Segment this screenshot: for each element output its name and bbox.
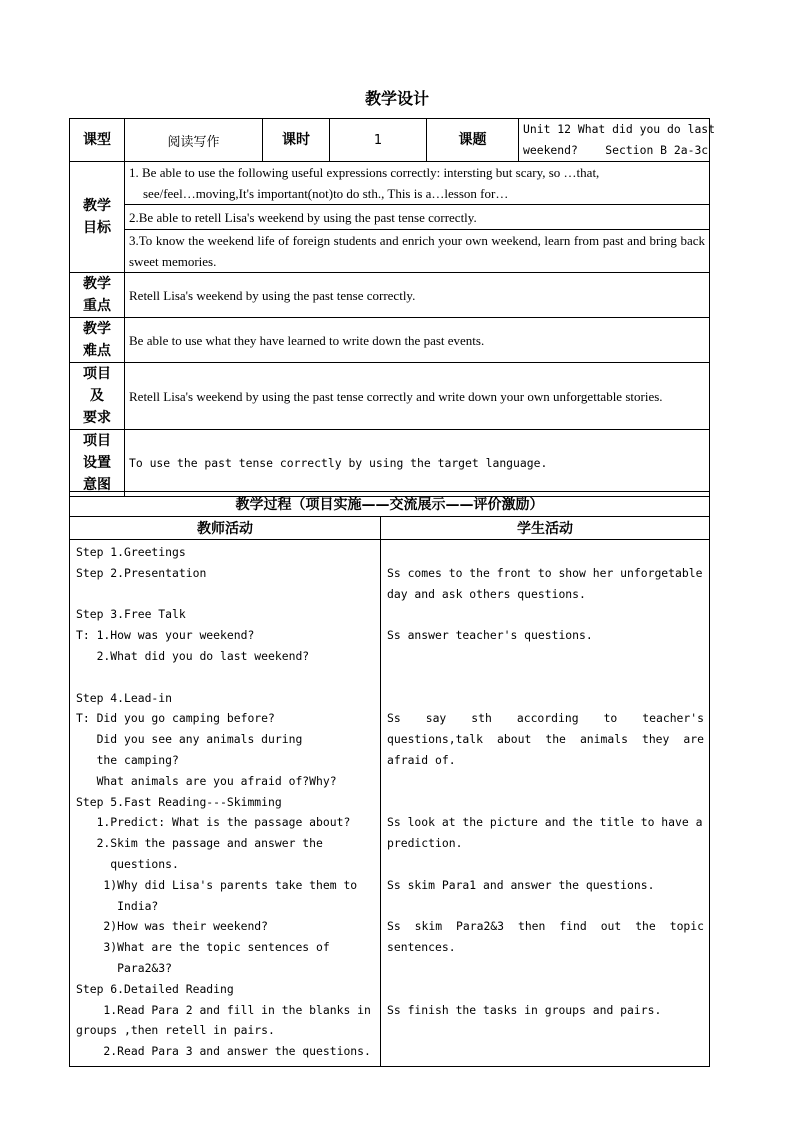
key-points-label-line-1: 教学 bbox=[83, 276, 111, 292]
student-line: day and ask others questions. bbox=[387, 586, 586, 601]
teacher-line: 1.Read Para 2 and fill in the blanks in bbox=[76, 1002, 371, 1017]
intent-label-line-3: 意图 bbox=[83, 477, 111, 493]
student-line bbox=[387, 1041, 704, 1062]
objectives-label-line-2: 目标 bbox=[83, 220, 111, 236]
teacher-line: Para2&3? bbox=[76, 960, 173, 975]
course-type-value: 阅读写作 bbox=[125, 119, 263, 162]
objective-1-line-1: 1. Be able to use the following useful expressions correctly: intersting but scary, so …that, bbox=[129, 165, 600, 180]
process-body-row bbox=[70, 540, 710, 1067]
objectives-row-2 bbox=[70, 205, 710, 230]
student-line bbox=[387, 854, 704, 875]
process-title-row bbox=[70, 492, 710, 517]
student-line: questions,talk about the animals they are bbox=[387, 732, 704, 747]
teacher-line: Step 4.Lead-in bbox=[76, 690, 173, 705]
student-activity-header: 学生活动 bbox=[381, 517, 710, 540]
teacher-line: 2.What did you do last weekend? bbox=[76, 648, 310, 663]
requirements-label-line-1: 项目 bbox=[83, 366, 111, 382]
objective-3: 3.To know the weekend life of foreign students and enrich your own weekend, learn from past and bring back sweet memories. bbox=[125, 230, 710, 273]
difficulties-label bbox=[70, 318, 125, 363]
student-line bbox=[387, 792, 704, 813]
topic-line-2: weekend? Section B 2a-3c bbox=[523, 143, 709, 157]
intent-row bbox=[70, 430, 710, 497]
teacher-line: 1)Why did Lisa's parents take them to bbox=[76, 877, 358, 892]
teacher-activity-column bbox=[70, 540, 381, 1067]
teaching-process-table bbox=[69, 491, 710, 1067]
student-line bbox=[387, 688, 704, 709]
requirements-text: Retell Lisa's weekend by using the past tense correctly and write down your own unforgettable stories. bbox=[125, 363, 710, 430]
lesson-header-row bbox=[70, 119, 710, 162]
difficulties-text: Be able to use what they have learned to write down the past events. bbox=[125, 318, 710, 363]
teacher-line: India? bbox=[76, 898, 159, 913]
teacher-line: 2.Read Para 3 and answer the questions. bbox=[76, 1044, 371, 1059]
student-line: prediction. bbox=[387, 836, 463, 851]
key-points-text: Retell Lisa's weekend by using the past tense correctly. bbox=[125, 273, 710, 318]
teacher-line: 1.Predict: What is the passage about? bbox=[76, 815, 351, 830]
student-line: Ss skim Para1 and answer the questions. bbox=[387, 877, 655, 892]
intent-text: To use the past tense correctly by using the target language. bbox=[125, 430, 710, 497]
teacher-line: the camping? bbox=[76, 752, 179, 767]
teacher-line bbox=[76, 584, 375, 605]
teacher-line: Step 2.Presentation bbox=[76, 565, 207, 580]
student-activity-lines bbox=[387, 542, 704, 1062]
teacher-line: 2.Skim the passage and answer the bbox=[76, 836, 323, 851]
objectives-label bbox=[70, 162, 125, 273]
process-column-headers bbox=[70, 517, 710, 540]
teacher-line: T: 1.How was your weekend? bbox=[76, 628, 255, 643]
intent-label bbox=[70, 430, 125, 497]
student-line: sentences. bbox=[387, 940, 456, 955]
objectives-label-line-1: 教学 bbox=[83, 198, 111, 214]
topic-label: 课题 bbox=[427, 119, 519, 162]
student-line: Ss look at the picture and the title to have a bbox=[387, 815, 703, 830]
student-line bbox=[387, 667, 704, 688]
student-activity-column bbox=[381, 540, 710, 1067]
student-line: Ss comes to the front to show her unforgetable bbox=[387, 565, 703, 580]
student-line: Ss finish the tasks in groups and pairs. bbox=[387, 1002, 662, 1017]
teacher-activity-lines bbox=[76, 542, 375, 1062]
requirements-label-line-2: 及 bbox=[90, 388, 104, 404]
key-points-row bbox=[70, 273, 710, 318]
difficulties-row bbox=[70, 318, 710, 363]
student-line bbox=[387, 958, 704, 979]
student-line bbox=[387, 604, 704, 625]
student-line: afraid of. bbox=[387, 752, 456, 767]
requirements-label-line-3: 要求 bbox=[83, 410, 111, 426]
intent-label-line-1: 项目 bbox=[83, 433, 111, 449]
page-title: 教学设计 bbox=[364, 89, 429, 108]
objective-1 bbox=[125, 162, 710, 205]
period-label: 课时 bbox=[263, 119, 330, 162]
requirements-row bbox=[70, 363, 710, 430]
objectives-row-1 bbox=[70, 162, 710, 205]
student-line bbox=[387, 771, 704, 792]
process-title: 教学过程（项目实施——交流展示——评价激励） bbox=[70, 492, 710, 517]
intent-label-line-2: 设置 bbox=[83, 455, 111, 471]
course-type-label: 课型 bbox=[70, 119, 125, 162]
teacher-line bbox=[76, 667, 375, 688]
topic-value bbox=[519, 119, 716, 162]
teacher-line: Did you see any animals during bbox=[76, 732, 303, 747]
teacher-line: Step 3.Free Talk bbox=[76, 607, 186, 622]
teacher-line: groups ,then retell in pairs. bbox=[76, 1023, 275, 1038]
teacher-line: Step 1.Greetings bbox=[76, 545, 186, 559]
objectives-row-3 bbox=[70, 230, 710, 273]
teacher-line: 2)How was their weekend? bbox=[76, 919, 269, 934]
teacher-activity-header: 教师活动 bbox=[70, 517, 381, 540]
student-line: Ss skim Para2&3 then find out the topic bbox=[387, 919, 704, 934]
teacher-line: Step 5.Fast Reading---Skimming bbox=[76, 794, 282, 809]
difficulties-label-line-1: 教学 bbox=[83, 321, 111, 337]
student-line: Ss say sth according to teacher's bbox=[387, 711, 704, 726]
objective-1-line-2: see/feel…moving,It's important(not)to do sth., This is a…lesson for… bbox=[143, 186, 509, 201]
student-line: Ss answer teacher's questions. bbox=[387, 628, 593, 643]
student-line bbox=[387, 979, 704, 1000]
key-points-label bbox=[70, 273, 125, 318]
student-line bbox=[387, 1020, 704, 1041]
teacher-line: T: Did you go camping before? bbox=[76, 711, 275, 726]
period-value: 1 bbox=[330, 119, 427, 162]
student-line bbox=[387, 542, 704, 563]
topic-line-1: Unit 12 What did you do last bbox=[523, 122, 716, 136]
teacher-line: questions. bbox=[76, 856, 179, 871]
student-line bbox=[387, 896, 704, 917]
objective-2: 2.Be able to retell Lisa's weekend by using the past tense correctly. bbox=[125, 205, 710, 230]
lesson-info-table bbox=[69, 118, 716, 497]
requirements-label bbox=[70, 363, 125, 430]
teacher-line: 3)What are the topic sentences of bbox=[76, 940, 330, 955]
student-line bbox=[387, 646, 704, 667]
teacher-line: Step 6.Detailed Reading bbox=[76, 981, 234, 996]
teacher-line: What animals are you afraid of?Why? bbox=[76, 773, 337, 788]
difficulties-label-line-2: 难点 bbox=[83, 343, 111, 359]
key-points-label-line-2: 重点 bbox=[83, 298, 111, 314]
